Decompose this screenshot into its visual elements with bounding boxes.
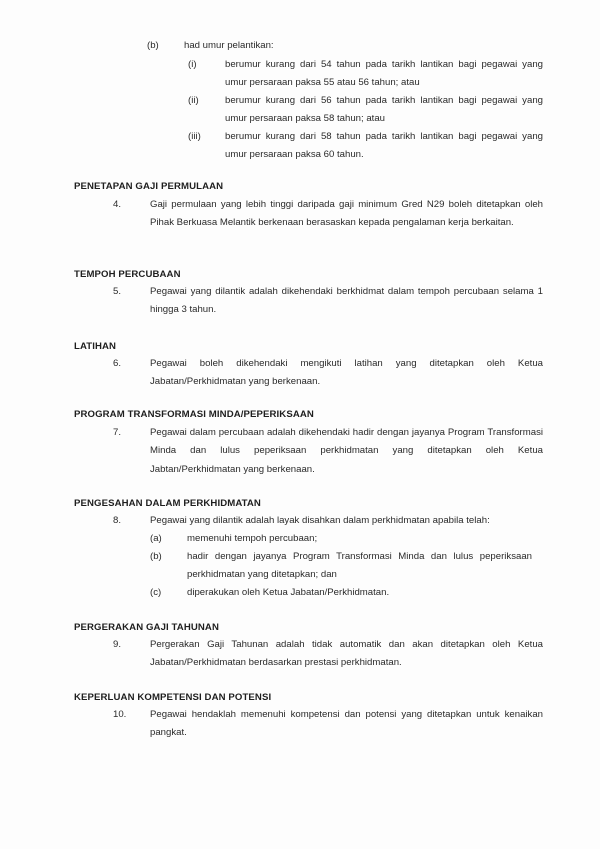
condition-marker: (a)	[150, 533, 162, 544]
paragraph-text: Pegawai yang dilantik adalah layak disahkan dalam perkhidmatan apabila telah:	[150, 515, 490, 526]
section-heading: PENETAPAN GAJI PERMULAAN	[74, 181, 224, 192]
subclause-text: berumur kurang dari 58 tahun pada tarikh lantikan bagi pegawai yang umur persaraan paksa 60 tahun.	[225, 131, 543, 161]
paragraph-number: 5.	[113, 286, 122, 297]
section-heading: TEMPOH PERCUBAAN	[74, 269, 181, 280]
clause-marker: (b)	[147, 40, 159, 51]
section-heading: LATIHAN	[74, 341, 117, 352]
clause-text: had umur pelantikan:	[184, 40, 274, 51]
section-heading: PROGRAM TRANSFORMASI MINDA/PEPERIKSAAN	[74, 409, 314, 420]
paragraph-number: 6.	[113, 358, 122, 369]
paragraph-text: Gaji permulaan yang lebih tinggi daripada gaji minimum Gred N29 boleh ditetapkan oleh Pihak Berkuasa Melantik berkenaan berasaskan kepada pengalaman kerja berkaitan.	[150, 199, 543, 229]
paragraph-text: Pegawai hendaklah memenuhi kompetensi dan potensi yang ditetapkan untuk kenaikan pangkat.	[150, 709, 543, 739]
subclause-marker: (iii)	[188, 131, 201, 142]
paragraph-text: Pegawai dalam percubaan adalah dikehendaki hadir dengan jayanya Program Transformasi Minda dan lulus peperiksaan perkhidmatan yang ditetapkan oleh Ketua Jabtan/Perkhidmatan yang berkenaan.	[150, 427, 543, 475]
paragraph-number: 9.	[113, 639, 122, 650]
condition-marker: (c)	[150, 587, 162, 598]
section-heading: PERGERAKAN GAJI TAHUNAN	[74, 622, 219, 633]
paragraph-text: Pergerakan Gaji Tahunan adalah tidak automatik dan akan ditetapkan oleh Ketua Jabatan/Perkhidmatan berdasarkan prestasi perkhidmatan.	[150, 639, 543, 669]
paragraph-number: 8.	[113, 515, 122, 526]
paragraph-number: 10.	[113, 709, 127, 720]
paragraph-number: 7.	[113, 427, 122, 438]
section-heading: PENGESAHAN DALAM PERKHIDMATAN	[74, 498, 261, 509]
condition-text: memenuhi tempoh percubaan;	[187, 533, 318, 544]
subclause-text: berumur kurang dari 56 tahun pada tarikh lantikan bagi pegawai yang umur persaraan paksa 58 tahun; atau	[225, 95, 543, 125]
paragraph-text: Pegawai boleh dikehendaki mengikuti latihan yang ditetapkan oleh Ketua Jabatan/Perkhidmatan yang berkenaan.	[150, 358, 543, 388]
subclause-text: berumur kurang dari 54 tahun pada tarikh lantikan bagi pegawai yang umur persaraan paksa 55 atau 56 tahun; atau	[225, 58, 543, 88]
clause-b-age-limit	[0, 37, 600, 55]
section-heading: KEPERLUAN KOMPETENSI DAN POTENSI	[74, 692, 272, 703]
condition-text: hadir dengan jayanya Program Transformasi Minda dan lulus peperiksaan perkhidmatan yang ditetapkan; dan	[187, 551, 532, 581]
condition-text: diperakukan oleh Ketua Jabatan/Perkhidmatan.	[187, 587, 390, 598]
subclause-marker: (i)	[188, 58, 197, 70]
paragraph-number: 4.	[113, 199, 122, 210]
paragraph-text: Pegawai yang dilantik adalah dikehendaki berkhidmat dalam tempoh percubaan selama 1 hingga 3 tahun.	[150, 286, 543, 316]
condition-marker: (b)	[150, 551, 162, 562]
subclause-marker: (ii)	[188, 95, 199, 106]
